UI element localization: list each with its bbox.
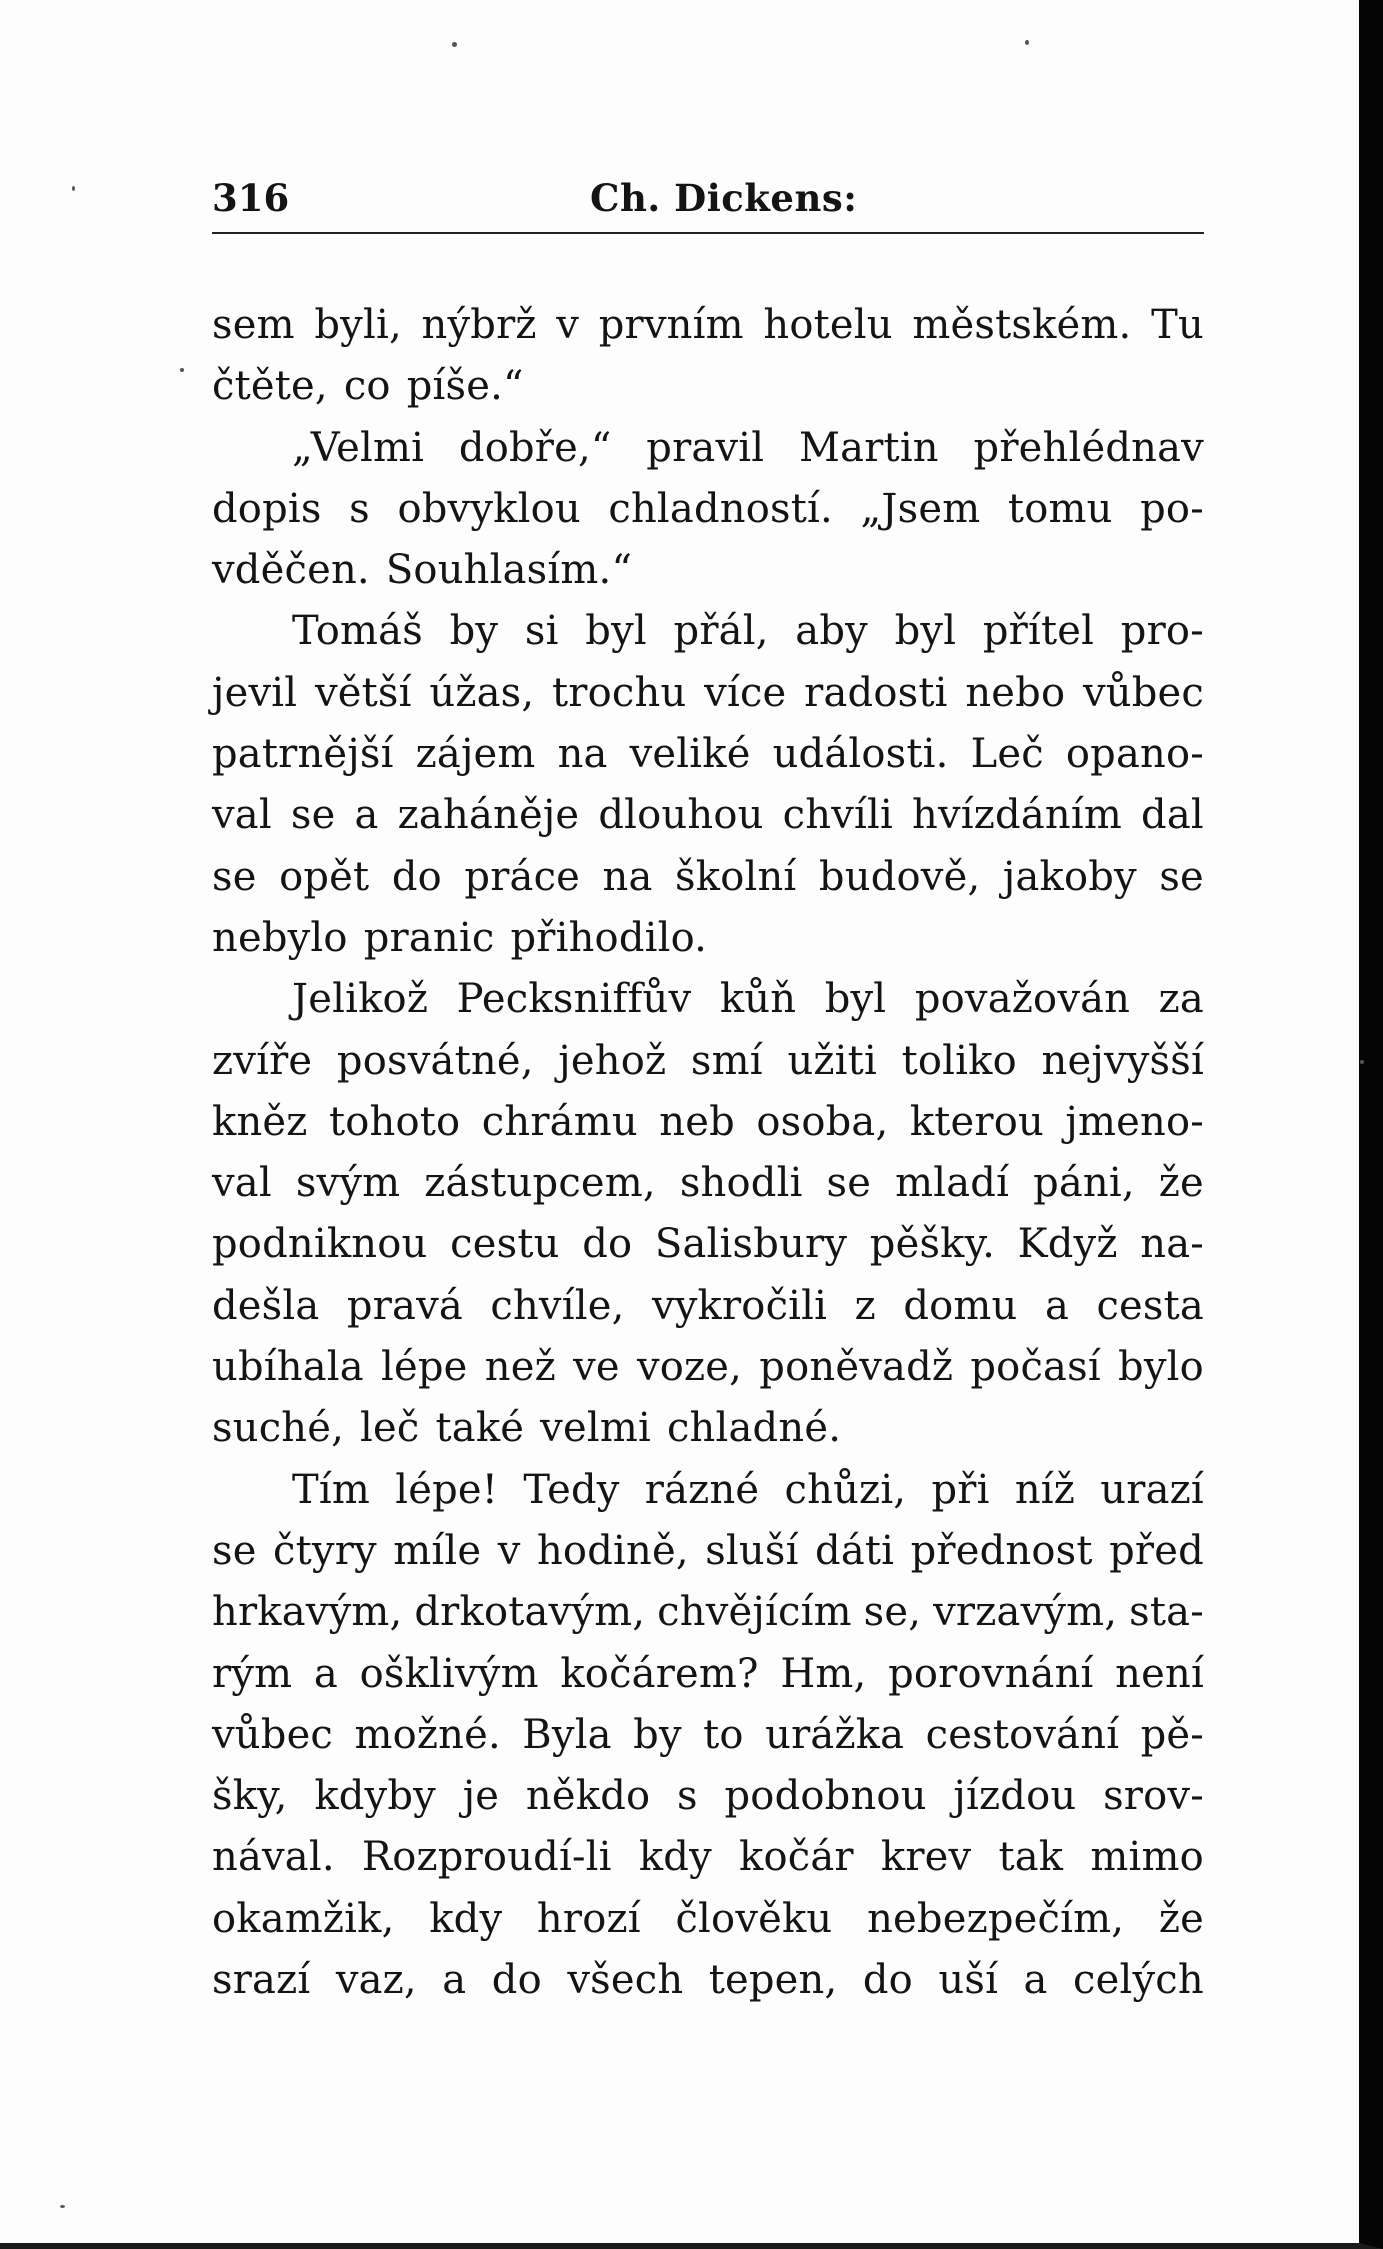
word: chladností. — [608, 485, 833, 532]
word: vykročili — [651, 1282, 828, 1329]
word: považován — [914, 976, 1131, 1023]
word: vaz, — [335, 1957, 417, 2004]
word: cestování — [925, 1711, 1120, 1758]
word: chůzi, — [784, 1466, 907, 1513]
word: někdo — [525, 1773, 651, 1820]
word: urážka — [765, 1711, 905, 1758]
word: hrozí — [536, 1895, 641, 1942]
word: jevil — [212, 669, 298, 716]
word: cesta — [1096, 1282, 1204, 1329]
text-line — [212, 847, 1204, 908]
word: okamžik, — [212, 1895, 395, 1942]
word: ve — [573, 1344, 620, 1391]
word: to — [703, 1711, 744, 1758]
word: cestu — [450, 1221, 560, 1268]
word: kůň — [719, 976, 797, 1023]
word: pro- — [1120, 608, 1204, 655]
word: se — [212, 1527, 257, 1574]
word: Jelikož — [292, 976, 429, 1023]
word: větší — [314, 669, 412, 716]
word: Tím — [292, 1466, 371, 1513]
word: pě- — [1140, 1711, 1204, 1758]
word: celých — [1073, 1957, 1204, 2004]
word: Salisbury — [654, 1221, 848, 1268]
word: počasí — [970, 1344, 1101, 1391]
word: čtyry — [273, 1527, 377, 1574]
word: na — [602, 853, 653, 900]
word: veliké — [629, 731, 751, 778]
word: byl — [824, 976, 887, 1023]
word: zvíře — [212, 1037, 313, 1084]
word: patrnější — [212, 731, 394, 778]
word: tepen, — [708, 1957, 838, 2004]
word: nával. — [212, 1834, 335, 1881]
word: by — [633, 1711, 682, 1758]
word: srov- — [1103, 1773, 1204, 1820]
word: šky, — [212, 1773, 288, 1820]
word: míle — [393, 1527, 482, 1574]
word: byl — [894, 608, 957, 655]
word: na — [557, 731, 608, 778]
word: se — [826, 1160, 872, 1207]
text-line — [212, 1460, 1204, 1521]
word: budově, — [818, 853, 981, 900]
word: pranic — [363, 914, 495, 961]
text-line — [212, 540, 1204, 601]
word: chrámu — [481, 1098, 638, 1145]
text-line — [212, 1031, 1204, 1092]
word: val — [212, 1160, 272, 1207]
word: kterou — [909, 1098, 1044, 1145]
word: sem — [212, 302, 295, 348]
word: si — [524, 608, 559, 655]
word: srazí — [212, 1957, 311, 2004]
word: Rozproudí-li — [361, 1834, 612, 1881]
word: porovnání — [888, 1650, 1094, 1697]
word: čtěte, — [212, 363, 328, 410]
word: byl — [585, 608, 647, 655]
word: domu — [903, 1282, 1018, 1329]
word: se — [212, 853, 257, 900]
word: kdy — [429, 1895, 503, 1942]
word: svým — [295, 1160, 401, 1207]
word: přál, — [673, 608, 769, 655]
word: urazí — [1100, 1466, 1204, 1513]
word: neb — [659, 1098, 735, 1145]
page-number: 316 — [212, 176, 290, 220]
text-line — [212, 1644, 1204, 1705]
word: zaháněje — [397, 792, 580, 839]
scan-speck — [60, 2205, 65, 2208]
word: voze, — [636, 1344, 743, 1391]
word: nebylo — [212, 914, 348, 961]
word: chvějícím — [657, 1589, 852, 1636]
word: při — [931, 1466, 990, 1513]
word: obvyklou — [397, 485, 581, 532]
word: dobře,“ — [458, 424, 612, 471]
word: po- — [1140, 485, 1204, 532]
scan-speck — [1360, 1060, 1364, 1064]
word: za — [1158, 976, 1204, 1023]
word: člověku — [675, 1895, 833, 1942]
word: Když — [1017, 1221, 1118, 1268]
text-line — [212, 295, 1204, 356]
word: a — [354, 792, 379, 839]
word: toliko — [901, 1037, 1017, 1084]
text-line — [212, 1276, 1204, 1337]
word: v — [497, 1527, 521, 1574]
word: nejvyšší — [1041, 1037, 1204, 1084]
text-line — [212, 1092, 1204, 1153]
word: by — [449, 608, 499, 655]
word: kdyby — [314, 1773, 436, 1820]
word: do — [491, 1957, 542, 2004]
word: kočár — [739, 1834, 854, 1881]
text-line — [212, 418, 1204, 479]
word: lépe! — [395, 1466, 499, 1513]
word: opět — [279, 853, 370, 900]
word: rázné — [644, 1466, 760, 1513]
word: pravil — [646, 424, 765, 471]
word: do — [391, 853, 442, 900]
text-line — [212, 1398, 1204, 1459]
word: kněz — [212, 1098, 308, 1145]
word: se — [290, 792, 336, 839]
text-line — [212, 1214, 1204, 1275]
word: vůbec — [1082, 669, 1204, 716]
page-header — [212, 170, 1204, 226]
word: Hm, — [780, 1650, 867, 1697]
word: a — [1044, 1282, 1069, 1329]
word: Tu — [1151, 302, 1204, 348]
word: Tomáš — [292, 608, 423, 655]
word: vrzavým, — [933, 1589, 1118, 1636]
word: uší — [938, 1957, 999, 2004]
word: zájem — [415, 731, 536, 778]
word: chvíli — [782, 792, 893, 839]
word: podobnou — [724, 1773, 927, 1820]
word: radosti — [804, 669, 948, 716]
word: dopis — [212, 485, 322, 532]
word: tak — [998, 1834, 1064, 1881]
word: aby — [795, 608, 868, 655]
text-line — [212, 1521, 1204, 1582]
scan-speck — [452, 42, 457, 47]
word: rým — [212, 1650, 293, 1697]
word: práce — [464, 853, 581, 900]
scan-speck — [72, 186, 75, 191]
word: leč — [360, 1405, 420, 1452]
word: posvátné, — [336, 1037, 534, 1084]
text-line — [212, 908, 1204, 969]
word: dlouhou — [598, 792, 764, 839]
word: chladné. — [666, 1405, 842, 1452]
word: s — [349, 485, 370, 532]
word: na- — [1140, 1221, 1204, 1268]
header-rule — [212, 232, 1204, 234]
word: píše.“ — [406, 363, 524, 410]
text-line — [212, 663, 1204, 724]
word: velmi — [540, 1405, 651, 1452]
word: vděčen. — [212, 547, 370, 594]
word: byli, — [314, 302, 402, 348]
word: že — [1158, 1160, 1204, 1207]
word: hotelu — [763, 302, 893, 348]
word: přednost — [910, 1527, 1093, 1574]
word: pěšky. — [869, 1221, 996, 1268]
word: ubíhala — [212, 1344, 364, 1391]
word: trochu — [552, 669, 687, 716]
word: městském. — [912, 302, 1132, 348]
text-line — [212, 1705, 1204, 1766]
word: jakoby — [1002, 853, 1137, 900]
word: mladí — [895, 1160, 1010, 1207]
word: kočárem? — [560, 1650, 759, 1697]
word: jmeno- — [1065, 1098, 1204, 1145]
word: hrkavým, — [212, 1589, 403, 1636]
word: dešla — [212, 1282, 320, 1329]
word: Pecksniffův — [456, 976, 692, 1023]
text-line — [212, 479, 1204, 540]
word: s — [677, 1773, 698, 1820]
word: dáti — [815, 1527, 895, 1574]
word: užiti — [787, 1037, 877, 1084]
word: možné. — [354, 1711, 501, 1758]
word: Byla — [522, 1711, 612, 1758]
word: více — [704, 669, 787, 716]
word: tomu — [1007, 485, 1113, 532]
word: tohoto — [328, 1098, 461, 1145]
word: bylo — [1118, 1344, 1204, 1391]
text-line — [212, 785, 1204, 846]
word: přítel — [982, 608, 1095, 655]
word: vůbec — [212, 1711, 334, 1758]
word: do — [862, 1957, 913, 2004]
body-text — [212, 295, 1204, 2011]
text-line — [212, 356, 1204, 417]
word: úžas, — [429, 669, 535, 716]
text-line — [212, 1766, 1204, 1827]
word: Souhlasím.“ — [385, 547, 633, 594]
word: v — [556, 302, 580, 348]
word: je — [462, 1773, 500, 1820]
word: Martin — [799, 424, 939, 471]
word: krev — [880, 1834, 972, 1881]
word: do — [582, 1221, 633, 1268]
word: „Velmi — [292, 424, 425, 471]
text-line — [212, 969, 1204, 1030]
word: dal — [1141, 792, 1204, 839]
word: a — [313, 1650, 338, 1697]
word: hodině, — [536, 1527, 689, 1574]
word: nebo — [965, 669, 1066, 716]
word: co — [343, 363, 391, 410]
word: pravá — [346, 1282, 463, 1329]
word: nebezpečím, — [867, 1895, 1125, 1942]
word: val — [212, 792, 272, 839]
text-line — [212, 1827, 1204, 1888]
word: školní — [675, 853, 797, 900]
word: a — [1023, 1957, 1048, 2004]
word: mimo — [1090, 1834, 1204, 1881]
word: sluší — [705, 1527, 799, 1574]
word: před — [1109, 1527, 1204, 1574]
word: Tedy — [523, 1466, 620, 1513]
word: nýbrž — [421, 302, 537, 348]
word: zástupcem, — [424, 1160, 656, 1207]
word: není — [1115, 1650, 1204, 1697]
word: přehlédnav — [973, 424, 1204, 471]
word: přihodilo. — [510, 914, 708, 961]
word: všech — [567, 1957, 684, 2004]
word: drkotavým, — [414, 1589, 646, 1636]
word: „Jsem — [860, 485, 981, 532]
word: suché, — [212, 1405, 345, 1452]
word: že — [1158, 1895, 1204, 1942]
word: páni, — [1033, 1160, 1135, 1207]
word: než — [484, 1344, 556, 1391]
word: opano- — [1065, 731, 1204, 778]
word: hvízdáním — [912, 792, 1122, 839]
text-line — [212, 1889, 1204, 1950]
word: prvním — [598, 302, 744, 348]
word: jehož — [558, 1037, 667, 1084]
word: osoba, — [756, 1098, 889, 1145]
word: chvíle, — [490, 1282, 625, 1329]
word: také — [435, 1405, 525, 1452]
word: se — [1159, 853, 1204, 900]
word: lépe — [381, 1344, 468, 1391]
running-title: Ch. Dickens: — [590, 176, 858, 220]
text-line — [212, 1153, 1204, 1214]
word: podniknou — [212, 1221, 428, 1268]
word: se, — [863, 1589, 922, 1636]
word: a — [442, 1957, 467, 2004]
text-line — [212, 601, 1204, 662]
word: níž — [1014, 1466, 1076, 1513]
word: z — [854, 1282, 876, 1329]
text-line — [212, 724, 1204, 785]
word: shodli — [679, 1160, 803, 1207]
word: události. — [772, 731, 949, 778]
word: ošklivým — [359, 1650, 539, 1697]
word: kdy — [638, 1834, 712, 1881]
text-line — [212, 1582, 1204, 1643]
word: sta- — [1129, 1589, 1204, 1636]
word: smí — [690, 1037, 763, 1084]
text-line — [212, 1950, 1204, 2011]
word: Leč — [970, 731, 1044, 778]
word: jízdou — [953, 1773, 1077, 1820]
scan-speck — [1025, 40, 1029, 45]
text-line — [212, 1337, 1204, 1398]
scan-speck — [180, 368, 184, 372]
word: poněvadž — [759, 1344, 954, 1391]
